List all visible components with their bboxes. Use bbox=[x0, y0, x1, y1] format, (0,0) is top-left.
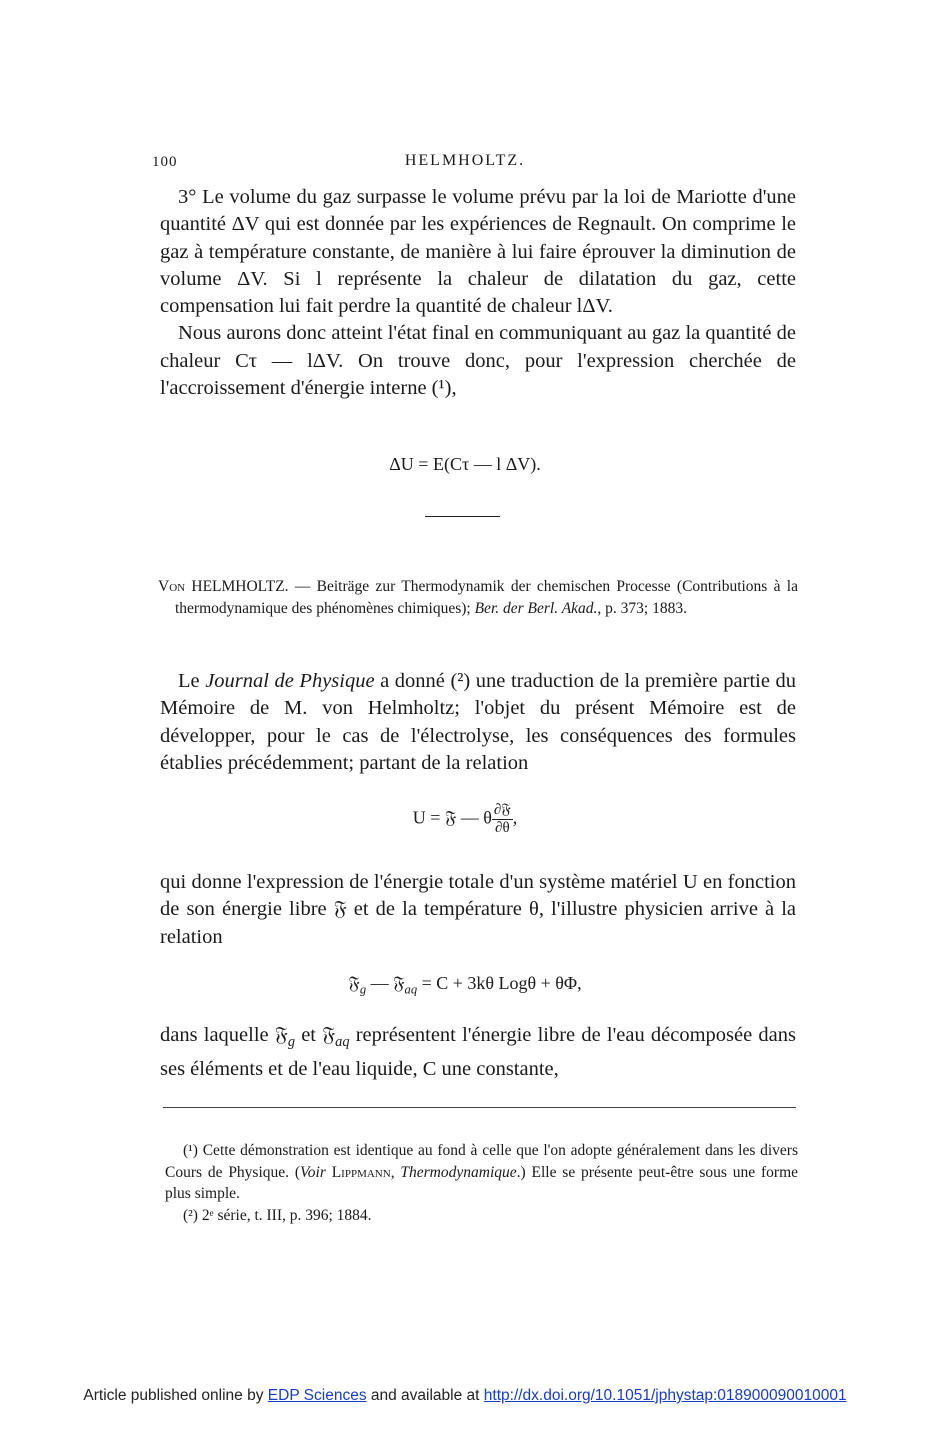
footnote-1-author: Lippmann bbox=[325, 1163, 391, 1181]
doi-link[interactable]: http://dx.doi.org/10.1051/jphystap:018900090010001 bbox=[483, 1387, 847, 1404]
journal-name: Journal de Physique bbox=[205, 670, 375, 692]
paragraph-5-a: dans laquelle bbox=[160, 1024, 275, 1046]
free-energy-symbol: 𝔉 bbox=[322, 1024, 336, 1046]
subscript-g: g bbox=[287, 1034, 295, 1051]
subscript-aq: aq bbox=[335, 1034, 350, 1051]
footnote-2: (²) 2ᵉ série, t. III, p. 396; 1884. bbox=[183, 1206, 372, 1224]
banner-middle: and available at bbox=[366, 1387, 484, 1404]
paragraph-4: qui donne l'expression de l'énergie totale d'un système matériel U en fonction de son énergie libre 𝔉 et de la température θ, l'illustre physicien arrive à la relation bbox=[160, 871, 796, 948]
reference-entry bbox=[158, 576, 798, 619]
equation-energy-lhs: U = 𝔉 — θ bbox=[412, 807, 492, 828]
free-energy-symbol: 𝔉 bbox=[274, 1024, 288, 1046]
reference-author: Von HELMHOLTZ. bbox=[158, 578, 289, 595]
paragraph-1: 3° Le volume du gaz surpasse le volume prévu par la loi de Mariotte d'une quantité ΔV qui est donnée par les expériences de Regnault. On comprime le gaz à température constante, de manière à lui faire éprouver la diminution de volume ΔV. Si l représente la chaleur de dilatation du gaz, cette compensation lui fait perdre la quantité de chaleur lΔV. bbox=[160, 186, 796, 318]
footnote-1-title: Thermodynamique bbox=[400, 1163, 517, 1181]
equation-free-energy: 𝔉$_g$ — 𝔉$_{aq}$ = C + 3kθ Logθ + θΦ, bbox=[348, 973, 582, 997]
reference-text: — Beiträge zur Thermodynamik der chemischen Processe (Contributions à la thermodynamique des phénomènes chimiques); bbox=[175, 578, 798, 617]
paragraph-3-start: Le bbox=[178, 670, 206, 692]
paragraph-5-c: représentent l'énergie libre de l'eau décomposée dans ses éléments et de l'eau liquide, C une constante, bbox=[160, 1024, 797, 1081]
fraction-denominator: ∂θ bbox=[495, 820, 510, 836]
paragraph-3 bbox=[160, 668, 796, 777]
paragraph-5-block bbox=[160, 1022, 796, 1084]
page-number: 100 bbox=[152, 154, 178, 170]
publisher-link[interactable]: EDP Sciences bbox=[267, 1387, 367, 1404]
reference-rest: , p. 373; 1883. bbox=[597, 599, 687, 617]
partial-fraction bbox=[492, 802, 513, 837]
paragraph-3-rest: a donné (²) une traduction de la première partie du Mémoire de M. von Helmholtz; l'objet du présent Mémoire est de développer, pour le cas de l'électrolyse, les conséquences des formules établies précédemment; partant de la relation bbox=[160, 670, 797, 774]
paragraph-2: Nous aurons donc atteint l'état final en communiquant au gaz la quantité de chaleur Cτ — lΔV. On trouve donc, pour l'expression cherchée de l'accroissement d'énergie interne (¹), bbox=[160, 322, 796, 400]
footnotes bbox=[165, 1140, 798, 1226]
subscript-g: g bbox=[359, 982, 367, 997]
paragraph-5-b: et bbox=[295, 1024, 323, 1046]
publisher-banner bbox=[0, 1387, 930, 1405]
paragraph-5 bbox=[160, 1022, 796, 1084]
footnote-1-voir: Voir bbox=[300, 1163, 326, 1181]
paragraph-3-block bbox=[160, 668, 796, 777]
footnote-1-text: (¹) Cette démonstration est identique au fond à celle que l'on adopte généralement dans les divers Cours de Physique. ( bbox=[165, 1142, 798, 1181]
footnote-1-end: .) Elle se présente peut-être sous une forme plus simple. bbox=[165, 1163, 799, 1202]
reference-journal: Ber. der Berl. Akad. bbox=[474, 599, 598, 617]
subscript-aq: aq bbox=[404, 982, 418, 997]
free-energy-symbol: 𝔉 bbox=[393, 973, 405, 993]
equation-energy bbox=[0, 802, 930, 837]
equation-delta-u: ΔU = E(Cτ — l ΔV). bbox=[389, 454, 541, 474]
paragraph-1-block bbox=[160, 184, 796, 402]
section-divider bbox=[425, 516, 500, 517]
footnote-1 bbox=[165, 1140, 798, 1205]
equation-free-energy-rhs: = C + 3kθ Logθ + θΦ, bbox=[417, 973, 582, 993]
footnote-rule bbox=[163, 1107, 796, 1108]
equation-energy-tail: , bbox=[512, 807, 518, 828]
banner-prefix: Article published online by bbox=[83, 1387, 268, 1404]
running-title: HELMHOLTZ. bbox=[404, 152, 526, 169]
fraction-numerator: ∂𝔉 bbox=[493, 802, 511, 818]
footnote-1-sep: , bbox=[390, 1163, 401, 1181]
reference-block bbox=[158, 576, 798, 619]
paragraph-4-block bbox=[160, 869, 796, 951]
free-energy-symbol: 𝔉 bbox=[348, 973, 360, 993]
